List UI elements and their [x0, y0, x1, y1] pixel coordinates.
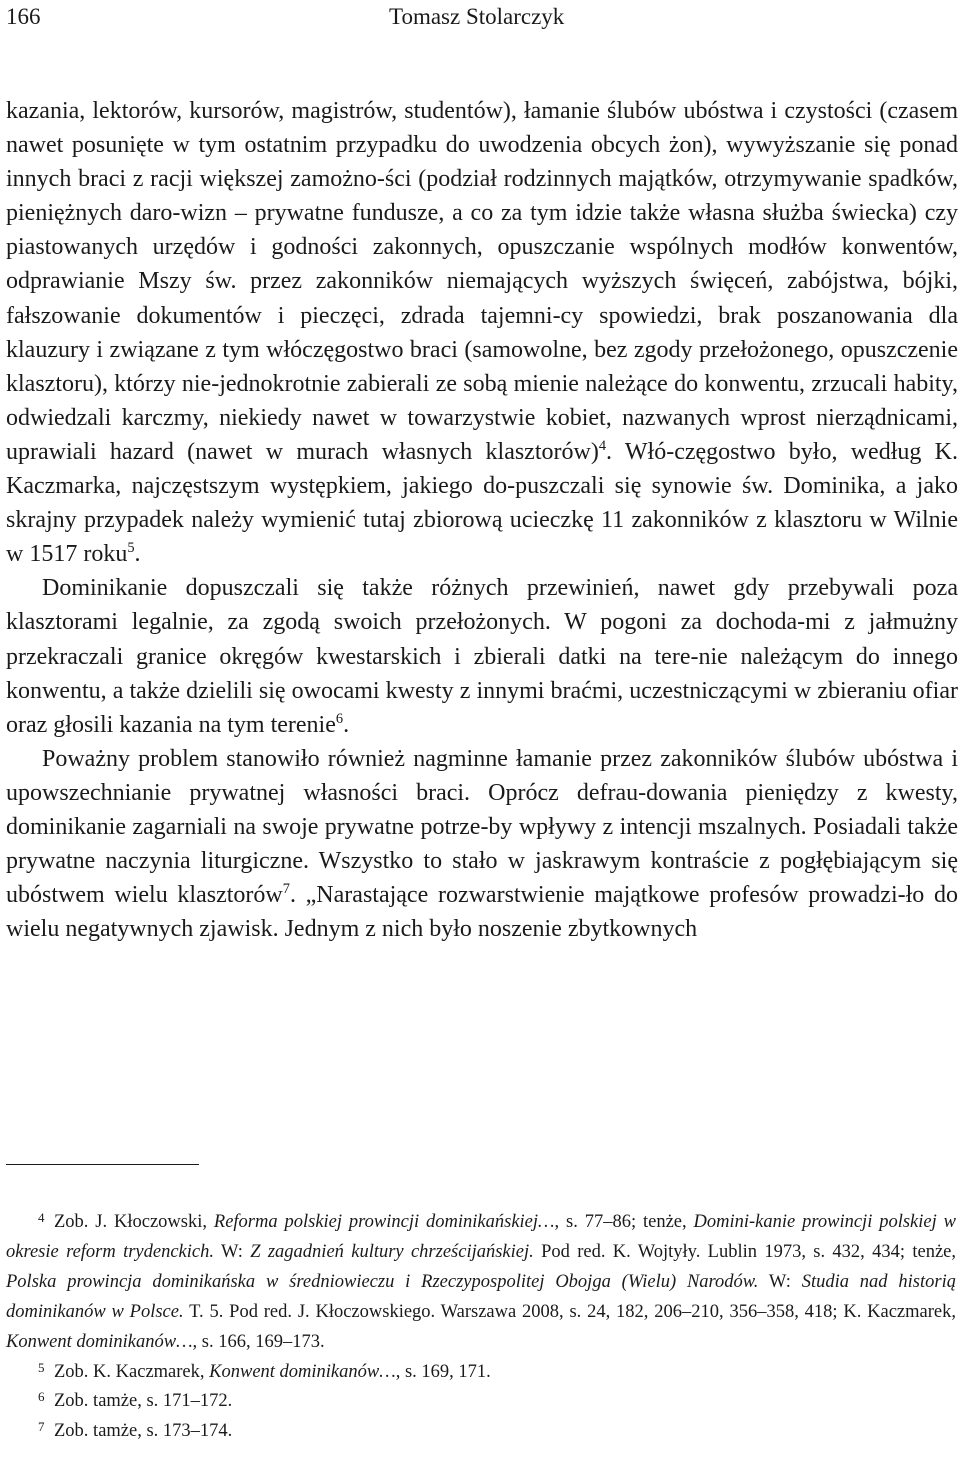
paragraph-text: . [343, 711, 350, 738]
footnote-text: Zob. tamże, s. 173–174. [54, 1421, 233, 1442]
footnote-text: W: [758, 1271, 802, 1292]
paragraph-text: Poważny problem stanowiło również nagminne łamanie przez zakonników ślubów ubóstwa i upowszechnianie prywatnej własności braci. Oprócz defrau-dowania pieniędzy z kwesty, dominikanie zagarniali na swoje prywatne potrze-by wpływy z intencji mszalnych. Posiadali także prywatne naczynia liturgiczne. Wszystko to stało w jaskrawym kontraście z pogłębiającym się ubóstwem wielu klasztorów [6, 745, 958, 909]
footnote-text: W: [213, 1241, 251, 1262]
footnote-title: Studia nad historią dominikanów w Polsce. [6, 1271, 956, 1322]
footnote-title: Reforma polskiej prowincji dominikańskiej… [213, 1212, 555, 1232]
paragraph-text: kazania, lektorów, kursorów, magistrów, studentów), łamanie ślubów ubóstwa i czystości (czasem nawet posunięte w tym ostatnim przypadku do uwodzenia obcych żon), wywyższanie się ponad innych braci z racji większej zamożno-ści (podział rodzinnych majątków, otrzymywanie spadków, pieniężnych daro-wizn – prywatne fundusze, a co za tym idzie także własna służba świecka) czy piastowanych urzędów i godności zakonnych, opuszczanie wspólnych modłów konwentów, odprawianie Mszy św. przez zakonników niemających wyższych święceń, zabójstwa, bójki, fałszowanie dokumentów i pieczęci, zdrada tajemni-cy spowiedzi, brak poszanowania dla klauzury i związane z tym włóczęgostwo braci (samowolne, bez zgody przełożonego, opuszczenie klasztoru), którzy nie-jednokrotnie zabierali ze sobą mienie należące do konwentu, zrzucali habity, odwiedzali karczmy, niekiedy nawet w towarzystwie kobiet, nazwanych wprost nierządnicami, uprawiali hazard (nawet w murach własnych klasztorów) [6, 98, 958, 465]
main-text [6, 94, 958, 946]
footnote-ref-4[interactable]: 4 [598, 437, 607, 454]
footnote-4: 4 Zob. J. Kłoczowski, Reforma polskiej prowincji dominikańskiej…, s. 77–86; tenże, Domini-kanie prowincji polskiej w okresie reform trydenckich. W: Z zagadnień kultury chrześcijańskiej. Pod red. K. Wojtyły. Lublin 1973, s. 432, 434; tenże, Polska prowincja dominikańska w średniowieczu i Rzeczypospolitej Obojga (Wielu) Narodów. W: Studia nad historią dominikanów w Polsce. T. 5. Pod red. J. Kłoczowskiego. Warszawa 2008, s. 24, 182, 206–210, 356–358, 418; K. Kaczmarek, Konwent dominikanów…, s. 166, 169–173. [6, 1210, 957, 1352]
paragraph-3 [6, 742, 958, 947]
footnotes [6, 1208, 956, 1447]
footnote-text: Pod red. K. Wojtyły. Lublin 1973, s. 432, 434; tenże, [533, 1241, 957, 1262]
paragraph-2 [6, 571, 958, 741]
footnote-title: Z zagadnień kultury chrześcijańskiej. [250, 1241, 534, 1262]
footnote-text: , s. 169, 171. [395, 1361, 491, 1382]
paragraph-text: . [134, 541, 141, 568]
footnote-title: Polska prowincja dominikańska w średniowieczu i Rzeczypospolitej Obojga (Wielu) Narodów. [6, 1271, 759, 1292]
running-head-author: Tomasz Stolarczyk [389, 4, 565, 29]
paragraph-1 [6, 94, 958, 571]
footnote-ref-6[interactable]: 6 [335, 710, 344, 727]
page-number: 166 [6, 4, 41, 29]
footnote-text: Zob. tamże, s. 171–172. [54, 1391, 233, 1412]
footnote-text: , s. 77–86; tenże, [554, 1212, 694, 1232]
paragraph-text: . „Narastające rozwarstwienie majątkowe profesów prowadzi-ło do wielu negatywnych zjawisk. Jednym z nich było noszenie zbytkownych [6, 882, 958, 943]
footnote-5: 5 Zob. K. Kaczmarek, Konwent dominikanów…, s. 169, 171. [38, 1359, 491, 1382]
footnote-text: Zob. K. Kaczmarek, [54, 1361, 210, 1382]
footnote-text: T. 5. Pod red. J. Kłoczowskiego. Warszawa 2008, s. 24, 182, 206–210, 356–358, 418; K. Kaczmarek, [183, 1301, 956, 1322]
footnote-7: 7 Zob. tamże, s. 173–174. [38, 1419, 233, 1442]
footnote-6: 6 Zob. tamże, s. 171–172. [38, 1389, 233, 1412]
footnote-ref-7[interactable]: 7 [282, 881, 290, 898]
page-header [6, 2, 954, 36]
footnote-text: , s. 166, 169–173. [192, 1331, 325, 1352]
footnote-title: Konwent dominikanów… [209, 1361, 396, 1382]
footnote-text: Zob. J. Kłoczowski, [54, 1212, 214, 1232]
footnote-title: Konwent dominikanów… [6, 1331, 193, 1352]
paragraph-text: Dominikanie dopuszczali się także różnych przewinień, nawet gdy przebywali poza klasztorami legalnie, za zgodą swoich przełożonych. W pogoni za dochoda-mi z jałmużny przekraczali granice okręgów kwestarskich i zbierali datki na tere-nie należącym do innego konwentu, a także dzielili się owocami kwesty z innymi braćmi, uczestniczącymi w zbieraniu ofiar oraz głosili kazania na tym terenie [6, 575, 958, 738]
paragraph-text: . Włó-częgostwo było, według K. Kaczmarka, najczęstszym występkiem, jakiego do-puszczali się synowie św. Dominika, a jako skrajny przypadek należy wymienić tutaj zbiorową ucieczkę 11 zakonników z klasztoru w Wilnie w 1517 roku [6, 438, 958, 568]
footnote-separator [6, 1164, 199, 1165]
footnote-title: Domini-kanie prowincji polskiej w okresie reform trydenckich. [6, 1212, 956, 1262]
footnote-ref-5[interactable]: 5 [127, 540, 135, 557]
